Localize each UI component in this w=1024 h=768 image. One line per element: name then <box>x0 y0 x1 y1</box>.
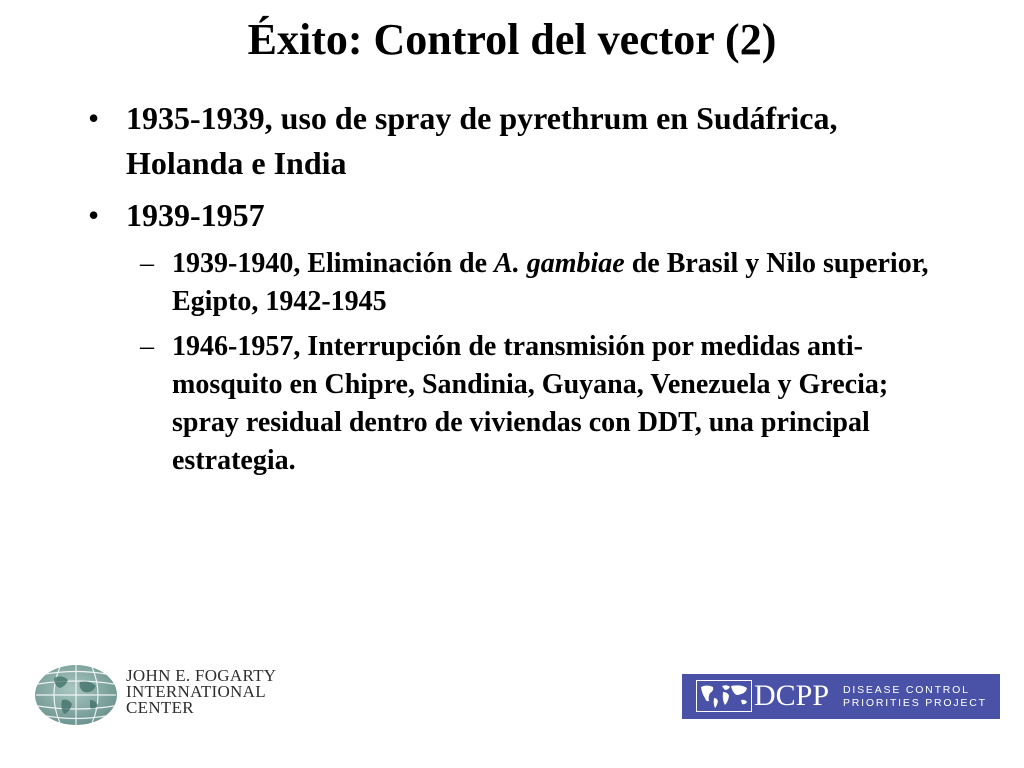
bullet-list <box>86 96 946 487</box>
fogarty-line-2: INTERNATIONAL <box>126 682 266 701</box>
bullet-marker: • <box>88 100 100 136</box>
bullet-text: 1935-1939, uso de spray de pyrethrum en Sudáfrica, Holanda e India <box>126 100 838 181</box>
dcpp-full-name <box>843 684 987 710</box>
slide-title: Éxito: Control del vector (2) <box>247 15 777 64</box>
sub-bullet-text: 1946-1957, Interrupción de transmisión por medidas anti-mosquito en Chipre, Sandinia, Guyana, Venezuela y Grecia; spray residual dentro de viviendas con DDT, una principal estrategia. <box>172 331 889 476</box>
world-map-icon <box>696 680 752 712</box>
fogarty-line-3: CENTER <box>126 698 194 717</box>
globe-icon <box>34 664 118 726</box>
dcpp-line-2: PRIORITIES PROJECT <box>843 697 987 709</box>
bullet-item <box>86 96 946 186</box>
sub-bullet-text-start: 1939-1940, Eliminación de <box>172 248 495 279</box>
dcpp-line-1: DISEASE CONTROL <box>843 684 970 696</box>
sub-bullet-marker: – <box>140 248 154 279</box>
sub-bullet-marker: – <box>140 331 154 362</box>
sub-bullet-item <box>132 328 932 480</box>
sub-bullet-text-end: de Brasil y Nilo superior, Egipto, 1942-1945 <box>172 248 929 317</box>
fogarty-logo <box>34 662 324 730</box>
dcpp-abbreviation: DCPP <box>754 679 830 712</box>
species-name: A. gambiae <box>494 248 625 279</box>
bullet-item <box>86 193 946 238</box>
dcpp-logo <box>682 674 1000 719</box>
fogarty-line-1: JOHN E. FOGARTY <box>126 666 277 685</box>
bullet-marker: • <box>88 197 100 233</box>
bullet-text: 1939-1957 <box>126 197 265 233</box>
fogarty-wordmark <box>126 668 276 716</box>
sub-bullet-item <box>132 245 932 321</box>
